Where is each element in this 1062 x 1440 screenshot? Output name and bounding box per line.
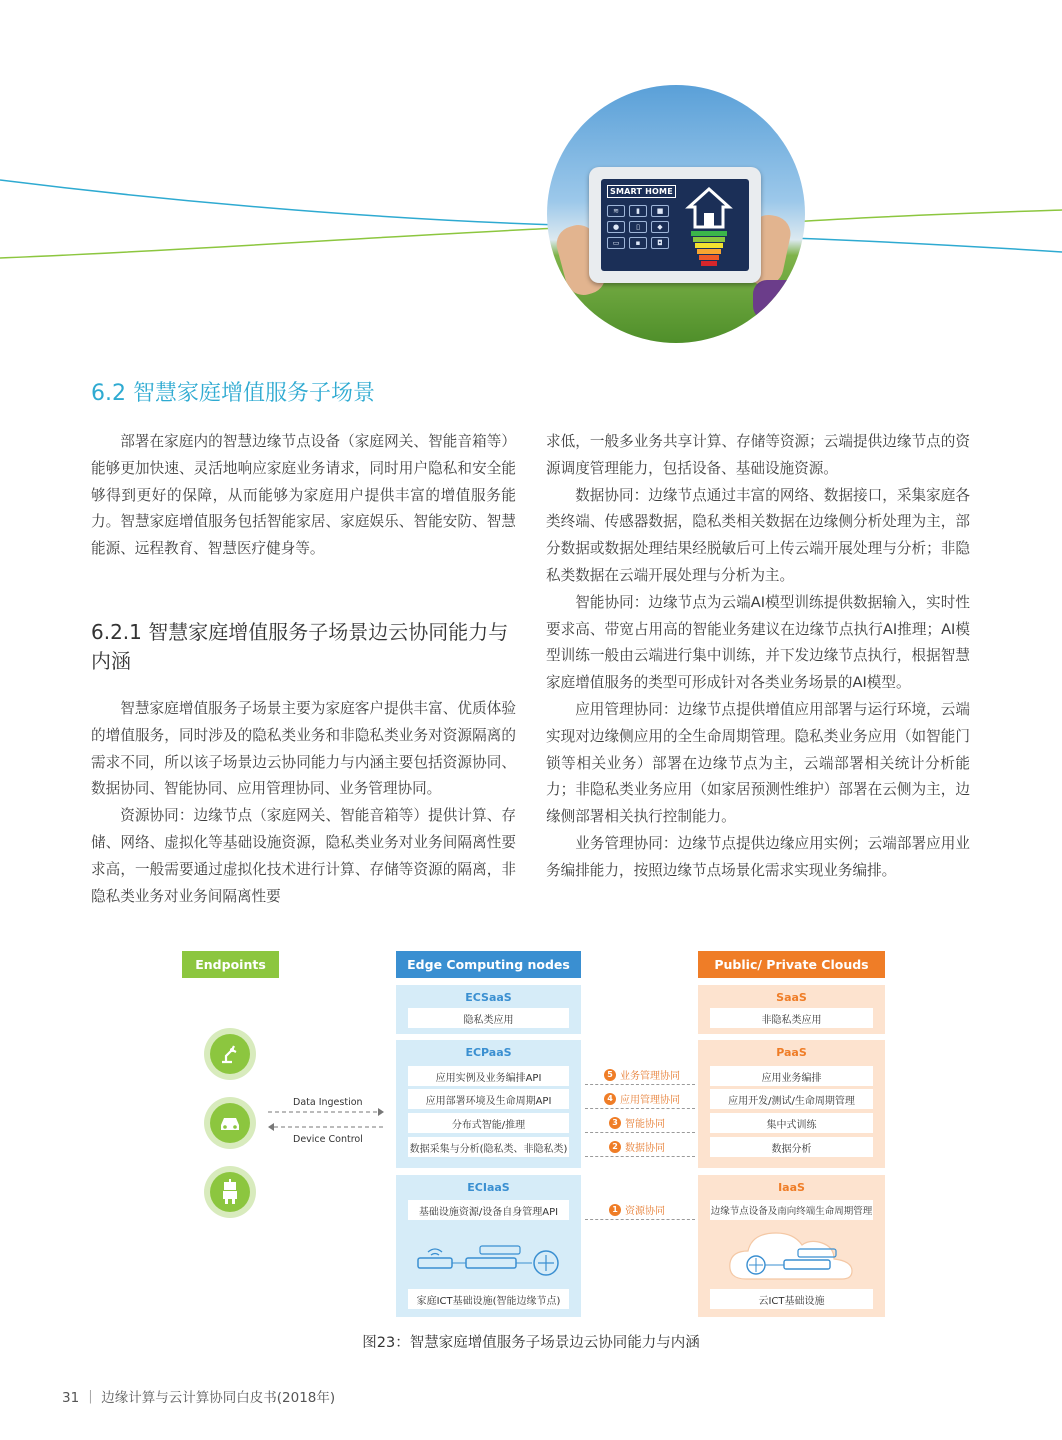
- device-icon: ▪: [629, 237, 647, 249]
- car-icon: [210, 1103, 250, 1143]
- edge-saas-panel: [396, 985, 581, 1034]
- edge-iaas-bottom: 家庭ICT基础设施(智能边缘节点): [408, 1289, 569, 1309]
- collab-data: [609, 1139, 665, 1154]
- collab-number: 5: [604, 1069, 616, 1081]
- collab-intelligence: [609, 1115, 665, 1130]
- cloud-iaas-title: IaaS: [778, 1181, 805, 1194]
- smart-home-photo: [547, 85, 805, 343]
- cloud-saas-title: SaaS: [776, 991, 807, 1004]
- game-icon: ◆: [651, 221, 669, 233]
- section-title: 6.2 智慧家庭增值服务子场景: [91, 381, 375, 406]
- cloud-saas-item: 非隐私类应用: [710, 1008, 873, 1028]
- tv-icon: ▭: [607, 237, 625, 249]
- collab-label: 数据协同: [625, 1143, 665, 1154]
- edge-paas-item: 数据采集与分析(隐私类、非隐私类): [408, 1137, 569, 1157]
- cloud-saas-panel: [698, 985, 885, 1034]
- app-icon-grid: [607, 205, 671, 249]
- edge-header: Edge Computing nodes: [396, 951, 581, 978]
- subsection-title: 6.2.1 智慧家庭增值服务子场景边云协同能力与内涵: [91, 620, 509, 673]
- collab-resource: [609, 1202, 665, 1217]
- paragraph-app-mgmt: 应用管理协同：边缘节点提供增值应用部署与运行环境，云端实现对边缘侧应用的全生命周期管理。隐私类业务应用（如智能门锁等相关业务）部署在边缘节点为主，云端部署相关统计分析能力；非隐私类业务应用（如家居预测性维护）部署在云侧为主，边缘侧部署相关执行控制能力。: [546, 700, 970, 826]
- edge-devices-icon: [414, 1240, 564, 1280]
- lock-icon: ■: [651, 205, 669, 217]
- figure-caption: 图23：智慧家庭增值服务子场景边云协同能力与内涵: [362, 1335, 700, 1351]
- intro-paragraph: 部署在家庭内的智慧边缘节点设备（家庭网关、智能音箱等）能够更加快速、灵活地响应家庭业务请求，同时用户隐私和安全能够得到更好的保障，从而能够为家庭用户提供丰富的增值服务能力。智慧家庭增值服务包括智能家居、家庭娱乐、智能安防、智慧能源、远程教育、智慧医疗健身等。: [91, 433, 516, 558]
- camera-icon: ◘: [651, 237, 669, 249]
- edge-paas-title: ECPaaS: [465, 1046, 512, 1059]
- bulb-icon: ●: [607, 221, 625, 233]
- cloud-paas-panel: [698, 1040, 885, 1168]
- collab-number: 3: [609, 1117, 621, 1129]
- endpoints-header: Endpoints: [182, 951, 279, 978]
- tablet-screen: [601, 179, 749, 271]
- edge-paas-panel: [396, 1040, 581, 1168]
- edge-iaas-panel: [396, 1175, 581, 1317]
- ingestion-control-arrows: [266, 1106, 386, 1136]
- collab-number: 2: [609, 1141, 621, 1153]
- cloud-paas-title: PaaS: [776, 1046, 807, 1059]
- robot-arm-endpoint: [204, 1028, 256, 1080]
- paragraph-resource-cont: 求低，一般多业务共享计算、存储等资源；云端提供边缘节点的资源调度管理能力，包括设备、基础设施资源。: [546, 433, 970, 477]
- house-icon: [685, 187, 733, 229]
- cloud-paas-item: 数据分析: [710, 1137, 873, 1157]
- collab-label: 智能协同: [625, 1119, 665, 1130]
- collab-service-mgmt: [604, 1067, 680, 1082]
- tablet: [589, 167, 761, 283]
- cloud-iaas-bottom: 云ICT基础设施: [710, 1289, 873, 1309]
- wifi-icon: ≋: [607, 205, 625, 217]
- smart-home-label: SMART HOME: [607, 185, 676, 198]
- cloud-paas-item: 集中式训练: [710, 1113, 873, 1133]
- cloud-iaas-panel: [698, 1175, 885, 1317]
- cloud-header: Public/ Private Clouds: [698, 951, 885, 978]
- collab-number: 1: [609, 1204, 621, 1216]
- cloud-iaas-item: 边缘节点设备及南向终端生命周期管理: [710, 1200, 873, 1220]
- header-decor-lines: [0, 150, 1062, 270]
- sleeve: [753, 280, 799, 320]
- left-body: [91, 696, 516, 910]
- edge-saas-item: 隐私类应用: [408, 1008, 569, 1028]
- car-endpoint: [204, 1097, 256, 1149]
- collab-label: 应用管理协同: [620, 1095, 680, 1106]
- collab-line: [585, 1156, 695, 1157]
- collab-number: 4: [604, 1093, 616, 1105]
- device-control-label: Device Control: [293, 1134, 363, 1145]
- paragraph-overview: 智慧家庭增值服务子场景主要为家庭客户提供丰富、优质体验的增值服务，同时涉及的隐私类业务和非隐私类业务对资源隔离的需求不同，所以该子场景边云协同能力与内涵主要包括资源协同、数据协同、智能协同、应用管理协同、业务管理协同。: [91, 700, 516, 798]
- cloud-paas-item: 应用开发/测试/生命周期管理: [710, 1089, 873, 1109]
- paragraph-resource: 资源协同：边缘节点（家庭网关、智能音箱等）提供计算、存储、网络、虚拟化等基础设施资源，隐私类业务对业务间隔离性要求高，一般需要通过虚拟化技术进行计算、存储等资源的隔离，非隐私类业务对业务间隔离性要: [91, 807, 516, 905]
- collab-line: [585, 1108, 695, 1109]
- paragraph-data: 数据协同：边缘节点通过丰富的网络、数据接口，采集家庭各类终端、传感器数据，隐私类相关数据在边缘侧分析处理为主，部分数据或数据处理结果经脱敏后可上传云端开展处理与分析；非隐私类数据在云端开展处理与分析为主。: [546, 486, 970, 584]
- paragraph-intelligence: 智能协同：边缘节点为云端AI模型训练提供数据输入，实时性要求高、带宽占用高的智能业务建议在边缘节点执行AI推理；AI模型训练一般由云端进行集中训练，并下发边缘节点执行，根据智慧家庭增值服务的类型可形成针对各类业务场景的AI模型。: [546, 593, 970, 692]
- edge-saas-title: ECSaaS: [465, 991, 512, 1004]
- edge-iaas-item: 基础设施资源/设备自身管理API: [408, 1200, 569, 1220]
- page-footer: 31 ｜ 边缘计算与云计算协同白皮书(2018年): [62, 1390, 336, 1406]
- edge-paas-item: 分布式智能/推理: [408, 1113, 569, 1133]
- robot-endpoint: [204, 1166, 256, 1218]
- collab-label: 业务管理协同: [620, 1071, 680, 1082]
- data-ingestion-label: Data Ingestion: [293, 1097, 363, 1108]
- cloud-devices-icon: [726, 1227, 862, 1285]
- collab-label: 资源协同: [625, 1206, 665, 1217]
- robot-arm-icon: [210, 1034, 250, 1074]
- phone-icon: ▯: [629, 221, 647, 233]
- energy-rating-icon: [691, 231, 731, 267]
- robot-icon: [210, 1172, 250, 1212]
- edge-iaas-title: ECIaaS: [467, 1181, 510, 1194]
- right-body: [546, 429, 970, 885]
- collab-line: [585, 1132, 695, 1133]
- collab-app-mgmt: [604, 1091, 680, 1106]
- edge-paas-item: 应用部署环境及生命周期API: [408, 1089, 569, 1109]
- cloud-paas-item: 应用业务编排: [710, 1066, 873, 1086]
- thermo-icon: ▮: [629, 205, 647, 217]
- paragraph-service-mgmt: 业务管理协同：边缘节点提供边缘应用实例；云端部署应用业务编排能力，按照边缘节点场景化需求实现业务编排。: [546, 834, 970, 879]
- edge-paas-item: 应用实例及业务编排API: [408, 1066, 569, 1086]
- collab-line: [585, 1084, 695, 1085]
- collab-line: [585, 1219, 695, 1220]
